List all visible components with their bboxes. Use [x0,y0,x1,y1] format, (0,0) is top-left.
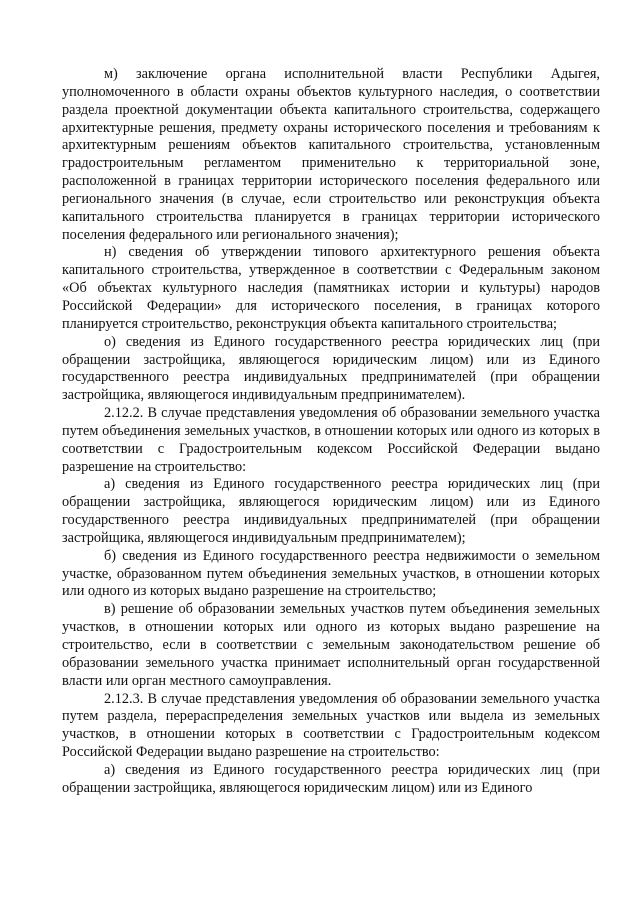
paragraph-m-conclusion: м) заключение органа исполнительной власти Республики Адыгея, уполномоченного в области охраны объектов культурного наследия, о соответствии раздела проектной документации объекта капитального строительства, содержащего архитектурные решения, предмету охраны исторического поселения и требованиям к архитектурным решениям объектов капитального строительства, установленным градостроительным регламентом применительно к территориальной зоне, расположенной в границах территории исторического поселения федерального или регионального значения (в случае, если строительство или реконструкция объекта капитального строительства планируется в границах территории исторического поселения федерального или регионального значения); [62,66,600,243]
paragraph-2-12-2-b: б) сведения из Единого государственного реестра недвижимости о земельном участке, образованном путем объединения земельных участков, в отношении которых или одного из которых выдано разрешение на строительство; [62,547,600,600]
paragraph-n-typical-solution: н) сведения об утверждении типового архитектурного решения объекта капитального строительства, утвержденное в соответствии с Федеральным законом «Об объектах культурного наследия (памятниках истории и культуры) народов Российской Федерации» для исторического поселения, в границах которого планируется строительство, реконструкция объекта капитального строительства; [62,244,600,332]
paragraph-o-registry-info: о) сведения из Единого государственного реестра юридических лиц (при обращении застройщика, являющегося юридическим лицом) или из Единого государственного реестра индивидуальных предпринимателей (при обращении застройщика, являющегося индивидуальным предпринимателем). [62,333,600,404]
paragraph-2-12-2-v: в) решение об образовании земельных участков путем объединения земельных участков, в отношении которых или одного из которых выдано разрешение на строительство, если в соответствии с земельным законодательством решение об образовании земельного участка принимает исполнительный орган государственной власти или орган местного самоуправления. [62,601,600,689]
paragraph-2-12-3-a: а) сведения из Единого государственного реестра юридических лиц (при обращении застройщика, являющегося юридическим лицом) или из Единого [62,761,600,796]
paragraph-2-12-2-a: а) сведения из Единого государственного реестра юридических лиц (при обращении застройщика, являющегося юридическим лицом) или из Единого государственного реестра индивидуальных предпринимателей (при обращении застройщика, являющегося индивидуальным предпринимателем); [62,476,600,546]
paragraph-2-12-2: 2.12.2. В случае представления уведомления об образовании земельного участка путем объединения земельных участков, в отношении которых или одного из которых в соответствии с Градостроительным кодексом Российской Федерации выдано разрешение на строительство: [62,405,600,475]
document-page [62,66,600,798]
paragraph-2-12-3: 2.12.3. В случае представления уведомления об образовании земельного участка путем раздела, перераспределения земельных участков или выдела из земельных участков, в отношении которых в соответствии с Градостроительным кодексом Российской Федерации выдано разрешение на строительство: [62,690,600,761]
